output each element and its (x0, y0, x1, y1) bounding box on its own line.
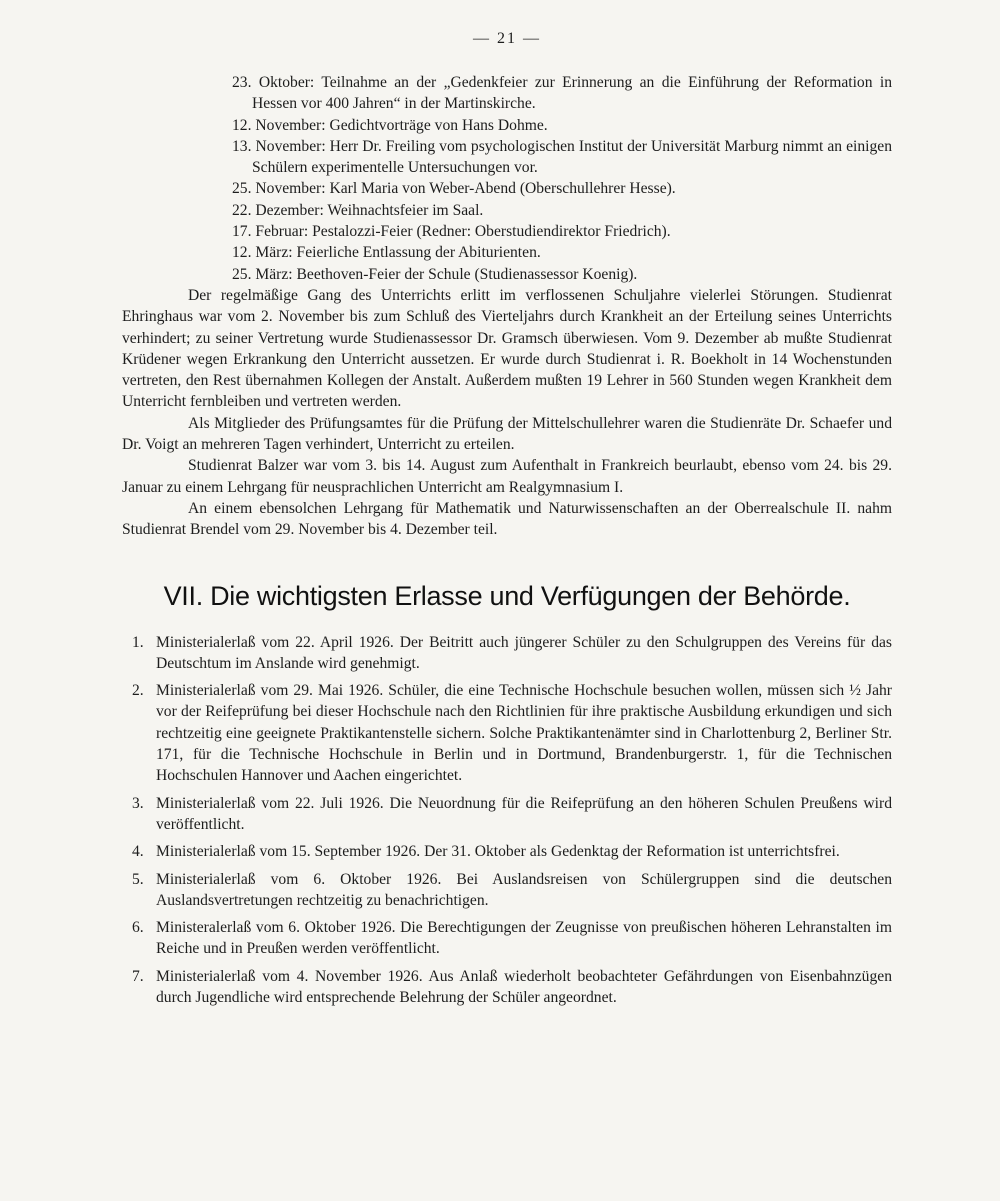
event-item: 13. November: Herr Dr. Freiling vom psychologischen Institut der Universität Marburg nimmt an einigen Schülern experimentelle Untersuchungen vor. (232, 137, 892, 177)
event-item: 25. November: Karl Maria von Weber-Abend (Oberschullehrer Hesse). (232, 180, 676, 198)
event-item: 12. März: Feierliche Entlassung der Abiturienten. (232, 244, 541, 262)
paragraph: Der regelmäßige Gang des Unterrichts erlitt im verflossenen Schuljahre vielerlei Störungen. Studienrat Ehringhaus war vom 2. November bis zum Schluß des Vierteljahrs durch Krankheit an der Erteilung seines Unterrichts verhindert; zu seiner Vertretung wurde Studienassessor Dr. Gramsch überwiesen. Vom 9. Dezember ab mußte Studienrat Krüdener wegen Erkrankung den Unterricht aussetzen. Er wurde durch Studienrat i. R. Boekholt in 14 Wochenstunden vertreten, den Rest übernahmen Kollegen der Anstalt. Außerdem mußten 19 Lehrer in 560 Stunden wegen Krankheit dem Unterricht fernbleiben und vertreten werden. (122, 286, 892, 411)
event-item: 17. Februar: Pestalozzi-Feier (Redner: Oberstudiendirektor Friedrich). (232, 223, 671, 241)
decree-text: Ministeralerlaß vom 6. Oktober 1926. Die Berechtigungen der Zeugnisse von preußischen höheren Lehranstalten im Reiche und in Preußen werden veröffentlicht. (156, 919, 892, 958)
event-item: 12. November: Gedichtvorträge von Hans Dohme. (232, 116, 548, 134)
decree-item (122, 966, 892, 1009)
decree-item (122, 632, 892, 675)
paragraph: Studienrat Balzer war vom 3. bis 14. August zum Aufenthalt in Frankreich beurlaubt, ebenso vom 24. bis 29. Januar zu einem Lehrgang für neusprachlichen Unterricht am Realgymnasium I. (122, 457, 892, 496)
decree-item (122, 680, 892, 786)
decree-text: Ministerialerlaß vom 29. Mai 1926. Schüler, die eine Technische Hochschule besuchen wollen, müssen sich ½ Jahr vor der Reifeprüfung bei dieser Hochschule nach den Richtlinien für ihre praktische Ausbildung erkundigen und sich rechtzeitig eine geeignete Praktikantenstelle sichern. Solche Praktikantenämter sind in Charlottenburg 2, Berliner Str. 171, für die Technische Hochschule in Berlin und in Dortmund, Brandenburgerstr. 1, für die Technischen Hochschulen Hannover und Aachen eingerichtet. (156, 682, 892, 785)
decree-number: 5. (132, 870, 144, 888)
decree-text: Ministerialerlaß vom 4. November 1926. Aus Anlaß wiederholt beobachteter Gefährdungen von Eisenbahnzügen durch Jugendliche wird entsprechende Belehrung der Schüler angeordnet. (156, 967, 892, 1006)
decree-item (122, 869, 892, 912)
event-item: 25. März: Beethoven-Feier der Schule (Studienassessor Koenig). (232, 265, 638, 283)
decree-item (122, 793, 892, 836)
decree-list (122, 632, 892, 1009)
section-heading: VII. Die wichtigsten Erlasse und Verfügungen der Behörde. (163, 580, 851, 611)
decree-number: 3. (132, 794, 144, 812)
decree-number: 6. (132, 919, 144, 937)
body-text (122, 285, 892, 541)
decree-text: Ministerialerlaß vom 22. Juli 1926. Die Neuordnung für die Reifeprüfung an den höheren Schulen Preußens wird veröffentlicht. (156, 794, 892, 833)
decree-number: 2. (132, 682, 144, 700)
decree-number: 4. (132, 843, 144, 861)
event-item: 22. Dezember: Weihnachtsfeier im Saal. (232, 201, 484, 219)
decree-text: Ministerialerlaß vom 22. April 1926. Der Beitritt auch jüngerer Schüler zu den Schulgruppen des Vereins für das Deutschtum im Anslande wird genehmigt. (156, 633, 892, 672)
event-item: 23. Oktober: Teilnahme an der „Gedenkfeier zur Erinnerung an die Einführung der Reformation in Hessen vor 400 Jahren“ in der Martinskirche. (232, 74, 892, 113)
decree-item (122, 917, 892, 960)
decree-item (122, 841, 892, 862)
decree-number: 7. (132, 967, 144, 985)
decree-number: 1. (132, 633, 144, 651)
event-list (232, 72, 892, 285)
paragraph: Als Mitglieder des Prüfungsamtes für die Prüfung der Mittelschullehrer waren die Studienräte Dr. Schaefer und Dr. Voigt an mehreren Tagen verhindert, Unterricht zu erteilen. (122, 414, 892, 454)
page-number: — 21 — (473, 30, 541, 47)
paragraph: An einem ebensolchen Lehrgang für Mathematik und Naturwissenschaften an der Oberrealschule II. nahm Studienrat Brendel vom 29. November bis 4. Dezember teil. (122, 499, 892, 539)
decree-text: Ministerialerlaß vom 6. Oktober 1926. Bei Auslandsreisen von Schülergruppen sind die deutschen Auslandsvertretungen rechtzeitig zu benachrichtigen. (156, 870, 892, 909)
decree-text: Ministerialerlaß vom 15. September 1926. Der 31. Oktober als Gedenktag der Reformation ist unterrichtsfrei. (156, 843, 840, 861)
